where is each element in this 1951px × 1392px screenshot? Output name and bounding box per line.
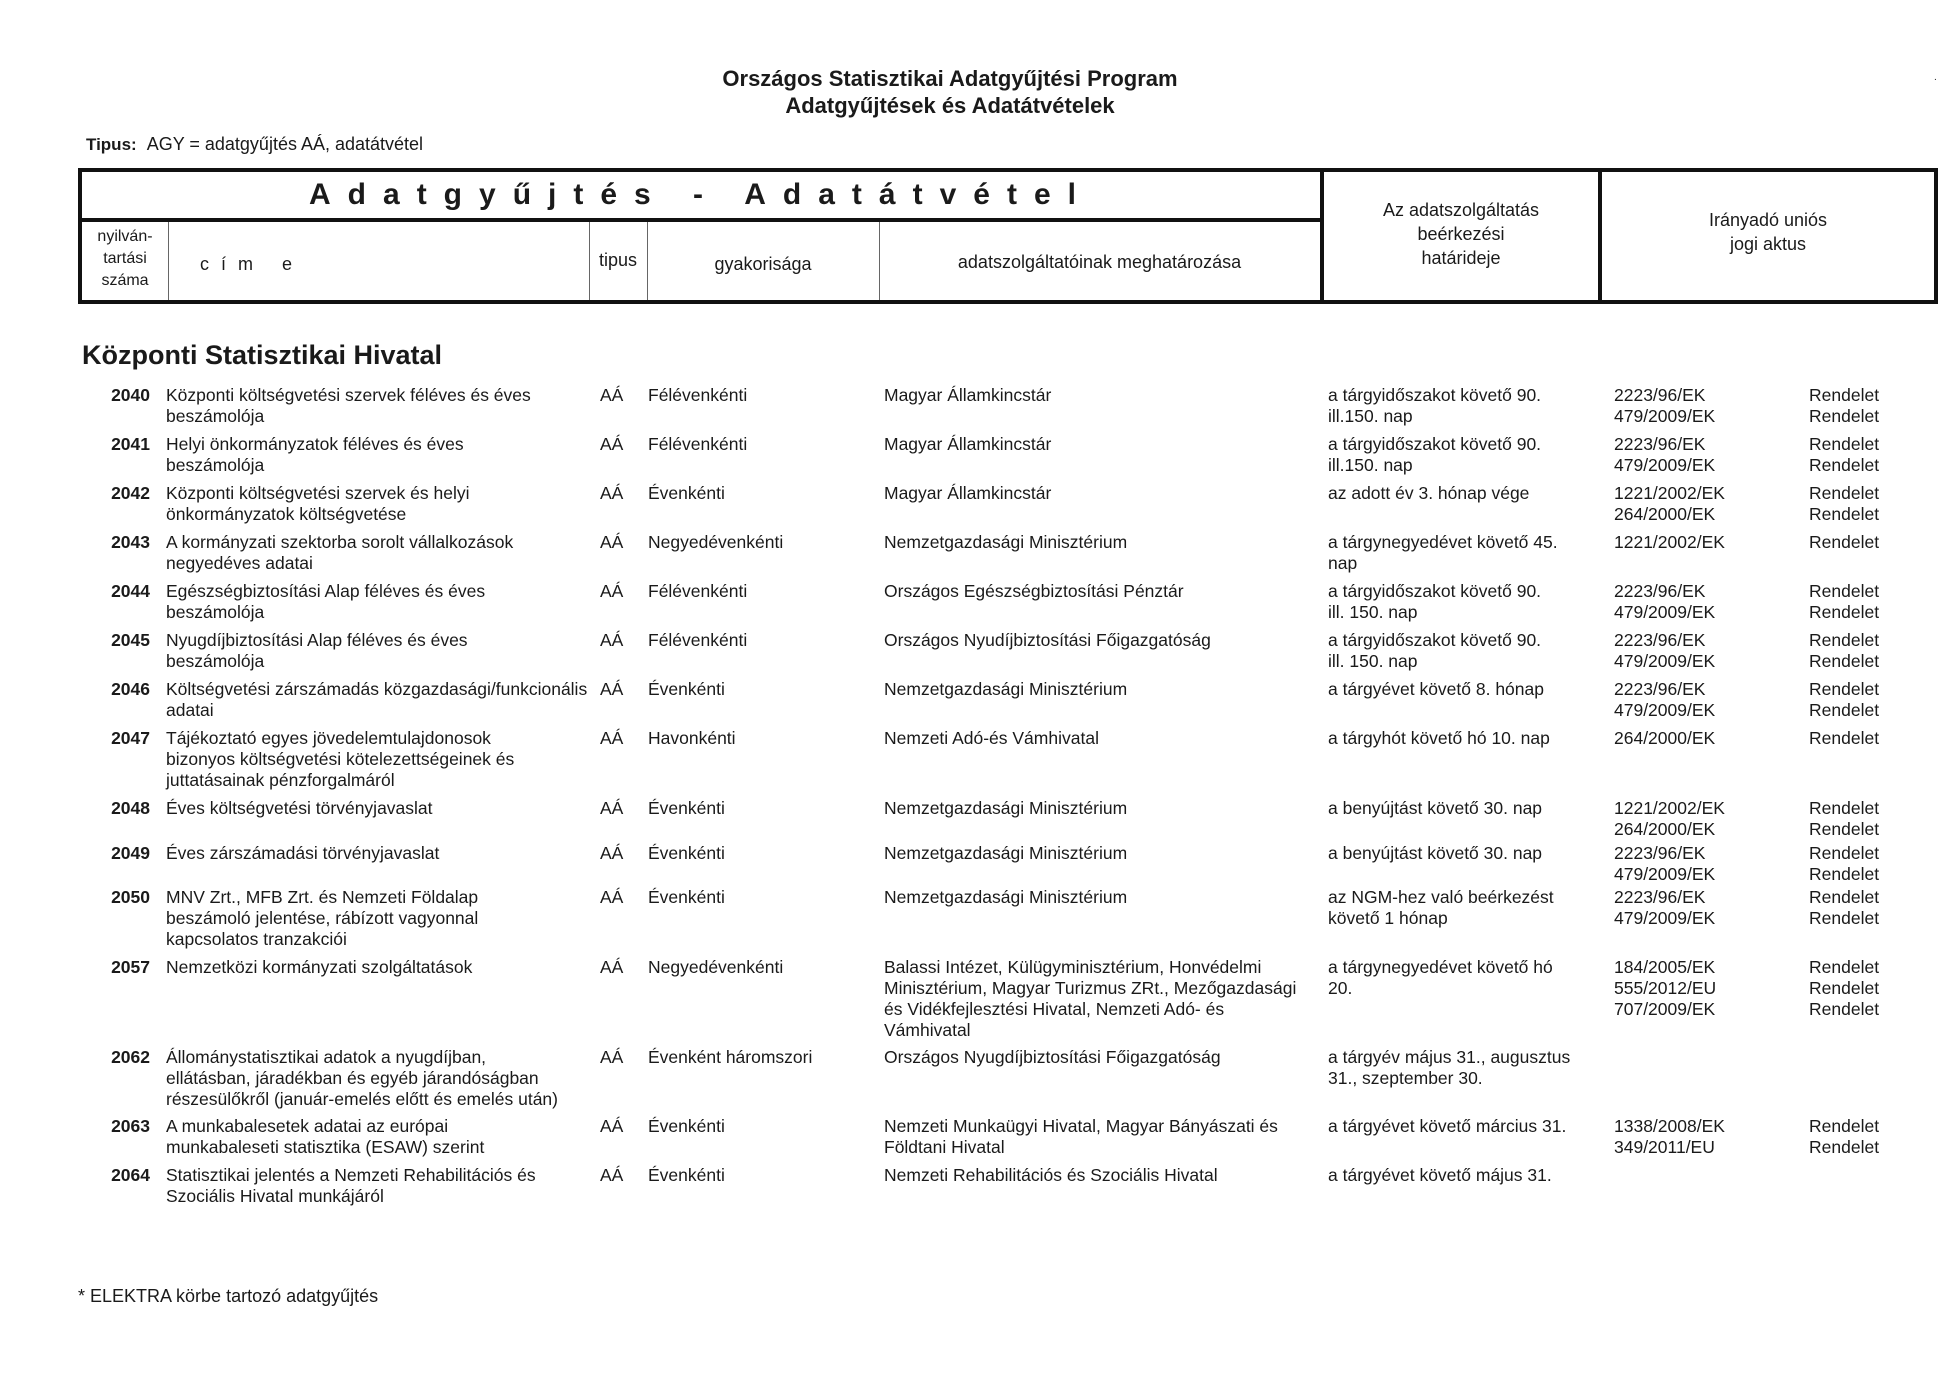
row-number: 2046 <box>111 679 150 699</box>
row-title: Nemzetközi kormányzati szolgáltatások <box>166 957 473 977</box>
row-legal-act: 2223/96/EK 479/2009/EK <box>1614 887 1716 928</box>
row-title: Statisztikai jelentés a Nemzeti Rehabilitációs és Szociális Hivatal munkájáról <box>166 1165 536 1206</box>
row-legal-act-type: Rendelet Rendelet <box>1809 434 1880 475</box>
row-number: 2042 <box>111 483 150 503</box>
header-col-tipus: tipus <box>598 250 638 270</box>
row-type: AÁ <box>600 843 624 863</box>
row-type: AÁ <box>600 798 624 818</box>
row-frequency: Havonkénti <box>648 728 736 748</box>
row-type: AÁ <box>600 1165 624 1185</box>
row-deadline: a tárgyév május 31., augusztus 31., szeptember 30. <box>1328 1047 1571 1088</box>
row-frequency: Félévenkénti <box>648 581 748 601</box>
row-data-providers: Magyar Államkincstár <box>884 483 1052 503</box>
row-deadline: az NGM-hez való beérkezést követő 1 hónap <box>1328 887 1554 928</box>
row-deadline: a benyújtást követő 30. nap <box>1328 798 1543 818</box>
row-number: 2049 <box>111 843 150 863</box>
row-number: 2045 <box>111 630 150 650</box>
row-title: Nyugdíjbiztosítási Alap féléves és éves beszámolója <box>166 630 468 671</box>
tipus-label: Tipus: <box>86 135 137 154</box>
row-legal-act-type: Rendelet Rendelet <box>1809 798 1880 839</box>
row-data-providers: Nemzetgazdasági Minisztérium <box>884 887 1128 907</box>
tipus-legend <box>86 134 423 155</box>
row-data-providers: Nemzeti Munkaügyi Hivatal, Magyar Bányászati és Földtani Hivatal <box>884 1116 1278 1157</box>
row-type: AÁ <box>600 1116 624 1136</box>
row-data-providers: Balassi Intézet, Külügyminisztérium, Honvédelmi Minisztérium, Magyar Turizmus ZRt., Mezőgazdasági és Vidékfejlesztési Hivatal, Nemzeti Adó- és Vámhivatal <box>884 957 1297 1040</box>
row-frequency: Negyedévenkénti <box>648 957 784 977</box>
row-number: 2043 <box>111 532 150 552</box>
row-type: AÁ <box>600 1047 624 1067</box>
row-type: AÁ <box>600 581 624 601</box>
row-deadline: a benyújtást követő 30. nap <box>1328 843 1543 863</box>
row-deadline: a tárgyidőszakot követő 90. ill.150. nap <box>1328 385 1542 426</box>
row-legal-act-type: Rendelet Rendelet <box>1809 679 1880 720</box>
row-legal-act-type: Rendelet Rendelet <box>1809 581 1880 622</box>
row-legal-act: 264/2000/EK <box>1614 728 1716 748</box>
header-main-title: Adatgyűjtés - Adatátvétel <box>309 178 1093 211</box>
column-divider <box>168 222 169 300</box>
row-legal-act-type: Rendelet Rendelet <box>1809 385 1880 426</box>
row-legal-act: 2223/96/EK 479/2009/EK <box>1614 630 1716 671</box>
row-legal-act: 1338/2008/EK 349/2011/EU <box>1614 1116 1725 1157</box>
row-type: AÁ <box>600 630 624 650</box>
row-legal-act: 2223/96/EK 479/2009/EK <box>1614 434 1716 475</box>
row-type: AÁ <box>600 728 624 748</box>
row-legal-act-type: Rendelet <box>1809 532 1880 552</box>
row-data-providers: Országos Egészségbiztosítási Pénztár <box>884 581 1184 601</box>
row-data-providers: Nemzetgazdasági Minisztérium <box>884 798 1128 818</box>
row-number: 2040 <box>111 385 150 405</box>
row-data-providers: Nemzetgazdasági Minisztérium <box>884 843 1128 863</box>
row-deadline: a tárgyévet követő március 31. <box>1328 1116 1567 1136</box>
row-legal-act: 2223/96/EK 479/2009/EK <box>1614 581 1716 622</box>
table-header <box>78 168 1938 304</box>
row-title: Éves zárszámadási törvényjavaslat <box>166 843 440 863</box>
row-frequency: Évenkénti <box>648 798 725 818</box>
row-deadline: a tárgyévet követő május 31. <box>1328 1165 1552 1185</box>
row-data-providers: Nemzetgazdasági Minisztérium <box>884 532 1128 552</box>
row-title: Tájékoztató egyes jövedelemtulajdonosok bizonyos költségvetési kötelezettségeinek és juttatásainak pénzforgalmáról <box>166 728 515 790</box>
row-data-providers: Nemzeti Adó-és Vámhivatal <box>884 728 1099 748</box>
row-data-providers: Nemzetgazdasági Minisztérium <box>884 679 1128 699</box>
row-legal-act-type: Rendelet Rendelet <box>1809 1116 1880 1157</box>
row-type: AÁ <box>600 385 624 405</box>
row-type: AÁ <box>600 483 624 503</box>
row-title: Költségvetési zárszámadás közgazdasági/funkcionális adatai <box>166 679 588 720</box>
row-frequency: Negyedévenkénti <box>648 532 784 552</box>
row-frequency: Évenkénti <box>648 1116 725 1136</box>
row-legal-act: 1221/2002/EK 264/2000/EK <box>1614 483 1725 524</box>
row-type: AÁ <box>600 679 624 699</box>
header-col-gyakorisaga: gyakorisága <box>714 254 812 274</box>
header-col-nyilvantartasi-szama: nyilván- tartási száma <box>97 228 153 289</box>
document-title: Országos Statisztikai Adatgyűjtési Program <box>722 66 1178 91</box>
row-deadline: a tárgyévet követő 8. hónap <box>1328 679 1544 699</box>
row-number: 2063 <box>111 1116 150 1136</box>
row-frequency: Félévenkénti <box>648 630 748 650</box>
row-deadline: a tárgyhót követő hó 10. nap <box>1328 728 1550 748</box>
row-frequency: Évenkénti <box>648 1165 725 1185</box>
row-number: 2048 <box>111 798 150 818</box>
row-legal-act: 1221/2002/EK <box>1614 532 1725 552</box>
row-frequency: Évenkénti <box>648 679 725 699</box>
footnote: * ELEKTRA körbe tartozó adatgyűjtés <box>78 1286 379 1306</box>
row-frequency: Félévenkénti <box>648 385 748 405</box>
header-col-jogi-aktus: Irányadó uniós jogi aktus <box>1708 210 1828 254</box>
row-legal-act-type: Rendelet Rendelet <box>1809 843 1880 884</box>
row-title: A munkabalesetek adatai az európai munkabaleseti statisztika (ESAW) szerint <box>166 1116 485 1157</box>
row-legal-act-type: Rendelet Rendelet <box>1809 630 1880 671</box>
row-frequency: Évenkénti <box>648 843 725 863</box>
row-legal-act: 184/2005/EK 555/2012/EU 707/2009/EK <box>1614 957 1717 1019</box>
row-legal-act-type: Rendelet Rendelet Rendelet <box>1809 957 1880 1019</box>
header-col-adatszolgaltatoi: adatszolgáltatóinak meghatározása <box>957 252 1242 272</box>
row-deadline: a tárgynegyedévet követő hó 20. <box>1328 957 1553 998</box>
row-title: Állománystatisztikai adatok a nyugdíjban, ellátásban, járadékban és egyéb járandóságban részesülőkről (január-emelés előtt és emelés után) <box>166 1047 558 1109</box>
header-divider <box>82 218 1322 222</box>
row-frequency: Évenkénti <box>648 483 725 503</box>
row-type: AÁ <box>600 887 624 907</box>
row-legal-act: 2223/96/EK 479/2009/EK <box>1614 843 1716 884</box>
row-type: AÁ <box>600 434 624 454</box>
row-number: 2057 <box>111 957 150 977</box>
row-title: Egészségbiztosítási Alap féléves és éves beszámolója <box>166 581 486 622</box>
row-deadline: a tárgyidőszakot követő 90. ill. 150. nap <box>1328 581 1542 622</box>
row-title: Központi költségvetési szervek féléves és éves beszámolója <box>166 385 531 426</box>
row-deadline: a tárgyidőszakot követő 90. ill.150. nap <box>1328 434 1542 475</box>
header-col-cime: cím e <box>200 254 305 274</box>
row-number: 2041 <box>111 434 150 454</box>
row-data-providers: Országos Nyugdíjbiztosítási Főigazgatóság <box>884 1047 1221 1067</box>
tipus-text: AGY = adatgyűjtés AÁ, adatátvétel <box>146 134 424 154</box>
row-deadline: a tárgyidőszakot követő 90. ill. 150. nap <box>1328 630 1542 671</box>
row-number: 2050 <box>111 887 150 907</box>
row-data-providers: Nemzeti Rehabilitációs és Szociális Hivatal <box>884 1165 1218 1185</box>
row-frequency: Évenkénti <box>648 887 725 907</box>
row-legal-act: 2223/96/EK 479/2009/EK <box>1614 385 1716 426</box>
row-legal-act: 1221/2002/EK 264/2000/EK <box>1614 798 1725 839</box>
row-data-providers: Magyar Államkincstár <box>884 385 1052 405</box>
header-col-hatarido: Az adatszolgáltatás beérkezési határideje <box>1382 200 1540 268</box>
row-data-providers: Magyar Államkincstár <box>884 434 1052 454</box>
row-frequency: Évenként háromszori <box>648 1047 813 1067</box>
row-legal-act-type: Rendelet Rendelet <box>1809 887 1880 928</box>
document-subtitle: Adatgyűjtések és Adatátvételek <box>785 93 1115 118</box>
row-deadline: a tárgynegyedévet követő 45. nap <box>1328 532 1558 573</box>
row-title: Helyi önkormányzatok féléves és éves beszámolója <box>166 434 464 475</box>
row-title: A kormányzati szektorba sorolt vállalkozások negyedéves adatai <box>166 532 514 573</box>
row-legal-act: 2223/96/EK 479/2009/EK <box>1614 679 1716 720</box>
row-number: 2044 <box>111 581 150 601</box>
row-legal-act-type: Rendelet Rendelet <box>1809 483 1880 524</box>
row-title: MNV Zrt., MFB Zrt. és Nemzeti Földalap beszámoló jelentése, rábízott vagyonnal kapcsolatos tranzakciói <box>166 887 479 949</box>
margin-dot: . <box>1934 72 1937 83</box>
row-legal-act-type: Rendelet <box>1809 728 1880 748</box>
row-frequency: Félévenkénti <box>648 434 748 454</box>
row-type: AÁ <box>600 532 624 552</box>
row-number: 2062 <box>111 1047 150 1067</box>
row-title: Központi költségvetési szervek és helyi önkormányzatok költségvetése <box>166 483 470 524</box>
row-data-providers: Országos Nyudíjbiztosítási Főigazgatóság <box>884 630 1211 650</box>
row-title: Éves költségvetési törvényjavaslat <box>166 798 433 818</box>
row-number: 2064 <box>111 1165 150 1185</box>
row-number: 2047 <box>111 728 150 748</box>
row-type: AÁ <box>600 957 624 977</box>
section-title: Központi Statisztikai Hivatal <box>82 340 443 370</box>
row-deadline: az adott év 3. hónap vége <box>1328 483 1530 503</box>
